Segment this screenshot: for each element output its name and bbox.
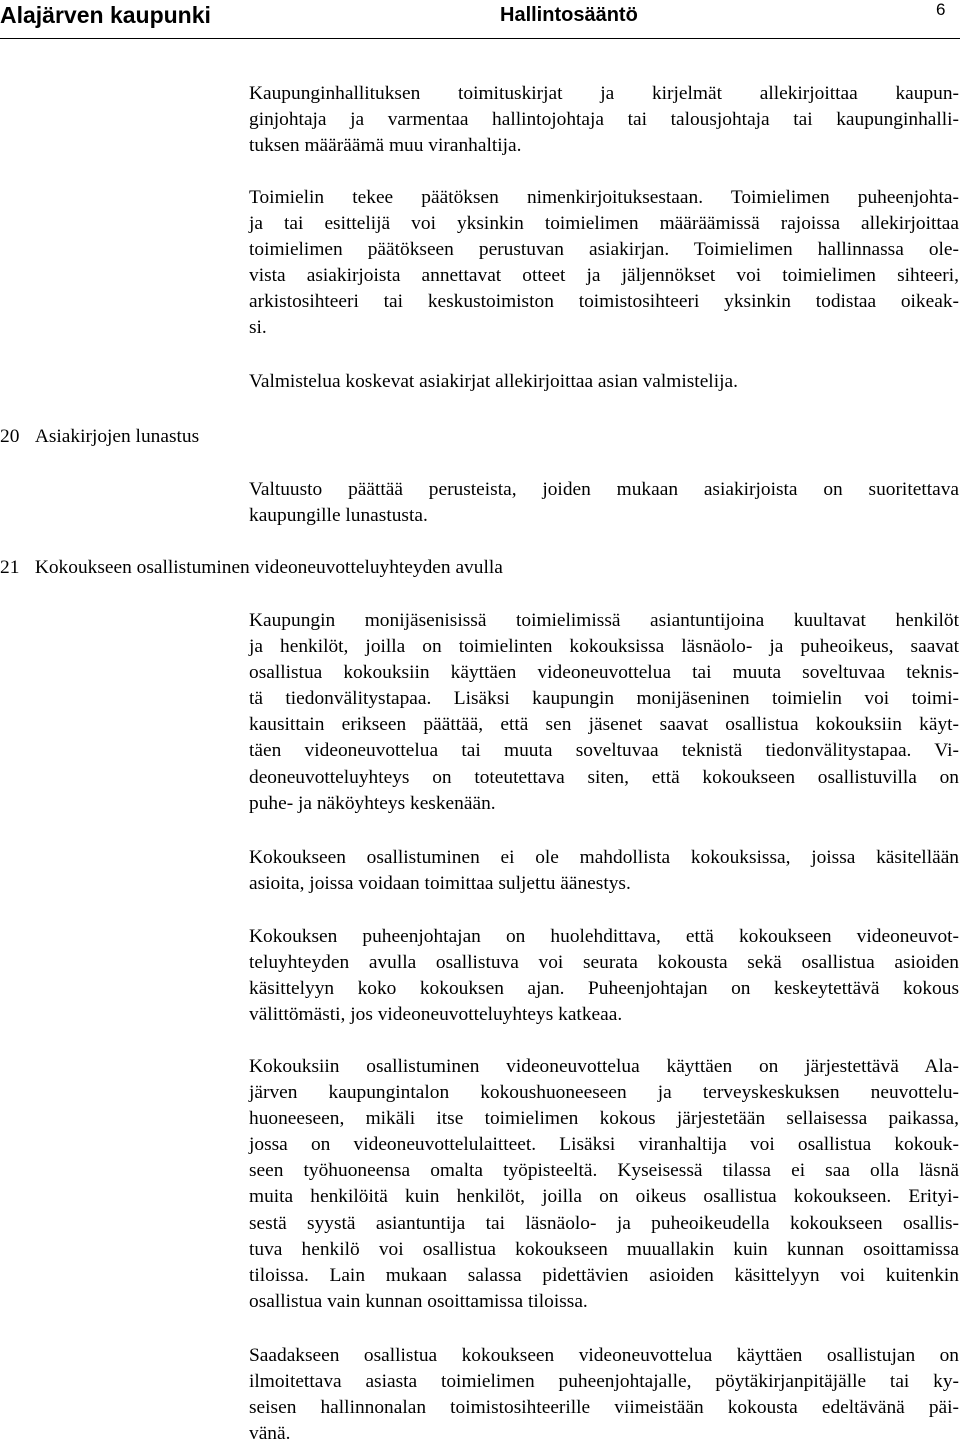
text-line: seisen hallinnonalan toimistosihteerille viimeistään kokousta edeltävänä päi- — [249, 1397, 959, 1419]
paragraph-redemption — [249, 477, 959, 529]
text-line: järven kaupungintalon kokoushuoneeseen ja terveyskeskuksen neuvottelu- — [249, 1082, 959, 1104]
page-number: 6 — [936, 0, 946, 19]
text-line: muita henkilöitä kuin henkilöt, joilla on oikeus osallistua kokoukseen. Erityi- — [249, 1186, 959, 1208]
text-line: tiloissa. Lain mukaan salassa pidettävien asioiden käsittelyyn voi kuitenkin — [249, 1264, 959, 1286]
text-line: osallistua kokouksiin käyttäen videoneuvottelua tai muuta soveltuvaa teknis- — [249, 662, 959, 684]
text-line: tuva henkilö voi osallistua kokoukseen muuallakin kuin kunnan osoittamissa — [249, 1238, 959, 1260]
text-line: sestä syystä asiantuntija tai läsnäolo- ja puheoikeudella kokoukseen osallis- — [249, 1212, 959, 1234]
text-line: Valtuusto päättää perusteista, joiden mukaan asiakirjoista on suoritettava — [249, 479, 959, 500]
paragraph-locations — [249, 1054, 959, 1315]
text-line: tuksen määräämä muu viranhaltija. — [249, 135, 522, 157]
paragraph-signing-organ — [249, 185, 959, 342]
section-heading-21 — [0, 555, 503, 581]
text-line: Valmistelua koskevat asiakirjat allekirjoittaa asian valmistelija. — [249, 371, 738, 392]
text-line: Saadakseen osallistua kokoukseen videoneuvottelua käyttäen osallistujan on — [249, 1345, 959, 1366]
text-line: toimielimen päätökseen perustuvan asiakirjan. Toimielimen hallinnassa ole- — [249, 239, 959, 261]
text-line: seen työhuoneensa omalta työpisteeltä. Kyseisessä tilassa ei saa olla läsnä — [249, 1160, 959, 1182]
text-line: vista asiakirjoista annettavat otteet ja jäljennökset voi toimielimen sihteeri, — [249, 265, 959, 287]
text-line: Kokoukseen osallistuminen ei ole mahdollista kokouksissa, joissa käsitellään — [249, 847, 959, 868]
text-line: ja tai esittelijä voi yksinkin toimielimen määräämissä rajoissa allekirjoittaa — [249, 213, 959, 235]
text-line: ja henkilöt, joilla on toimielinten kokouksissa läsnäolo- ja puheoikeus, saavat — [249, 636, 959, 658]
text-line: kaupungille lunastusta. — [249, 505, 428, 527]
section-number: 20 — [0, 426, 20, 447]
text-line: puhe- ja näköyhteys keskenään. — [249, 792, 496, 814]
text-line: si. — [249, 317, 267, 339]
section-number: 21 — [0, 557, 20, 578]
text-line: Toimielin tekee päätöksen nimenkirjoituksestaan. Toimielimen puheenjohta- — [249, 187, 959, 208]
text-line: osallistua vain kunnan osoittamissa tiloissa. — [249, 1290, 588, 1312]
text-line: käsittelyyn koko kokouksen ajan. Puheenjohtajan on keskeytettävä kokous — [249, 978, 959, 1000]
document-title: Hallintosääntö — [500, 4, 638, 26]
text-line: Kaupunginhallituksen toimituskirjat ja kirjelmät allekirjoittaa kaupun- — [249, 83, 959, 104]
text-line: Kokouksen puheenjohtajan on huolehdittava, että kokoukseen videoneuvot- — [249, 926, 959, 947]
text-line: asioita, joissa voidaan toimittaa suljettu äänestys. — [249, 873, 631, 895]
text-line: tä tiedonvälitystapaa. Lisäksi kaupungin monijäseninen toimielin voi toimi- — [249, 688, 959, 710]
text-line: huoneeseen, mikäli itse toimielimen kokous järjestetään sellaisessa paikassa, — [249, 1108, 959, 1130]
paragraph-closed-vote — [249, 845, 959, 897]
text-line: Kokouksiin osallistuminen videoneuvottelua käyttäen on järjestettävä Ala- — [249, 1056, 959, 1077]
header-rule — [0, 38, 960, 39]
text-line: ginjohtaja ja varmentaa hallintojohtaja tai talousjohtaja tai kaupunginhalli- — [249, 109, 959, 131]
text-line: teluyhteyden avulla osallistuva voi seurata kokousta sekä osallistua asioiden — [249, 952, 959, 974]
section-title: Kokoukseen osallistuminen videoneuvotteluyhteyden avulla — [34, 557, 503, 578]
text-line: kausittain erikseen päättää, että sen jäsenet saavat osallistua kokouksiin käyt- — [249, 714, 959, 736]
organization-name: Alajärven kaupunki — [0, 2, 211, 28]
text-line: välittömästi, jos videoneuvotteluyhteys katkeaa. — [249, 1004, 623, 1026]
text-line: ilmoitettava asiasta toimielimen puheenjohtajalle, pöytäkirjanpitäjälle tai ky- — [249, 1371, 959, 1393]
paragraph-notification — [249, 1343, 959, 1447]
text-line: jossa on videoneuvottelulaitteet. Lisäksi viranhaltija voi osallistua kokouk- — [249, 1134, 959, 1156]
paragraph-preparation-signing — [249, 369, 959, 395]
text-line: arkistosihteeri tai keskustoimiston toimistosihteeri yksinkin todistaa oikeak- — [249, 291, 959, 313]
text-line: Kaupungin monijäsenisissä toimielimissä asiantuntijoina kuultavat henkilöt — [249, 610, 959, 631]
section-heading-20 — [0, 424, 199, 450]
text-line: vänä. — [249, 1423, 291, 1445]
text-line: deoneuvotteluyhteys on toteutettava siten, että kokoukseen osallistuvilla on — [249, 766, 959, 788]
page-header — [0, 0, 960, 42]
section-title: Asiakirjojen lunastus — [34, 426, 200, 447]
paragraph-signing-board — [249, 81, 959, 159]
paragraph-video-participation — [249, 608, 959, 817]
text-line: täen videoneuvottelua tai muuta soveltuvaa teknistä tiedonvälitystapaa. Vi- — [249, 740, 959, 762]
paragraph-chair-duties — [249, 924, 959, 1028]
